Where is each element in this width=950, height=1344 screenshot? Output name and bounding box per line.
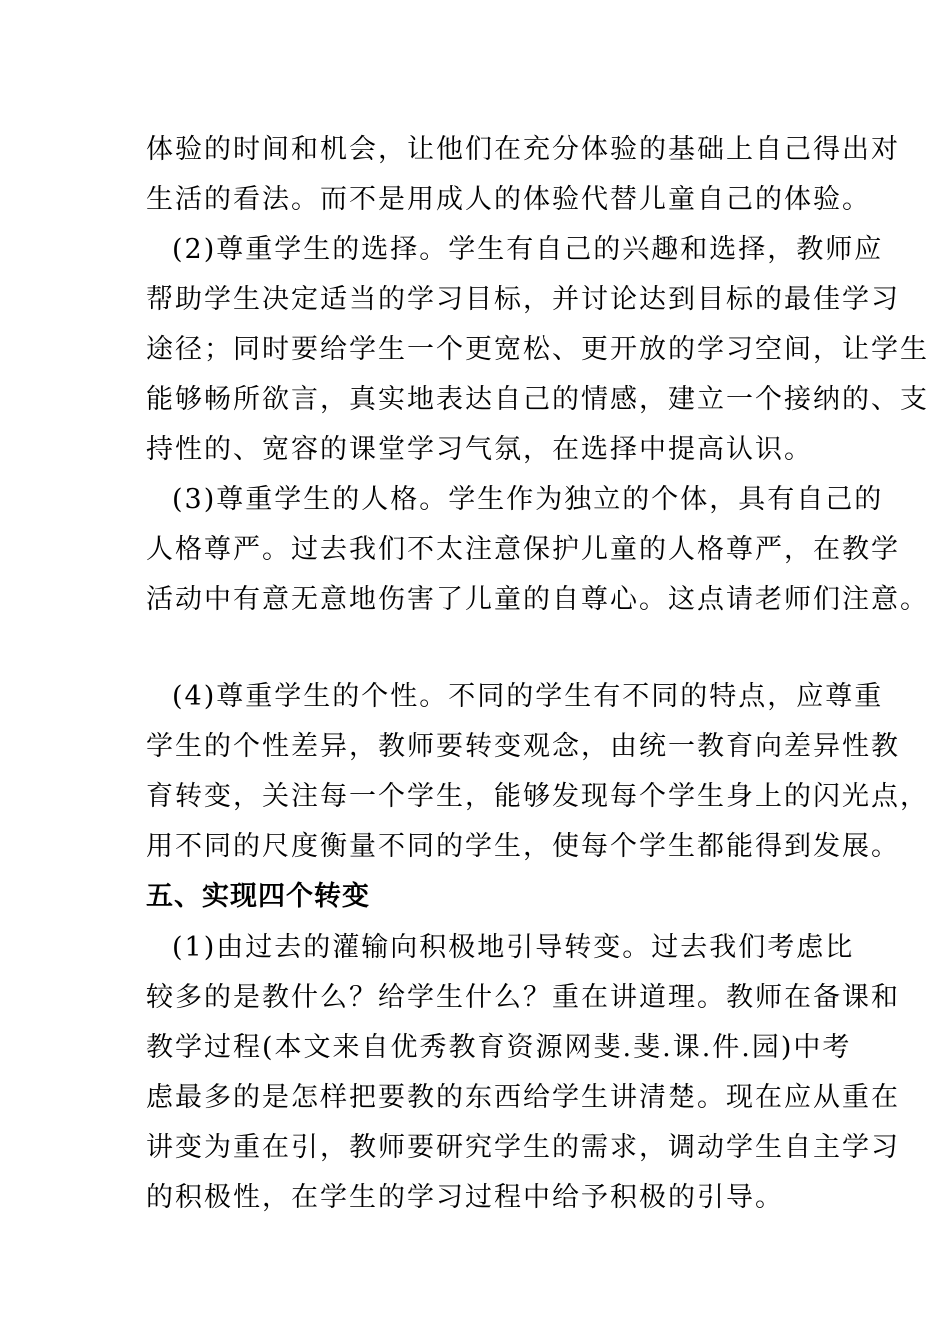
p4-line-3: 育转变，关注每一个学生，能够发现每个学生身上的闪光点，	[146, 781, 929, 812]
p2-line-2: 帮助学生决定适当的学习目标，并讨论达到目标的最佳学习	[146, 284, 900, 315]
p4-line-2: 学生的个性差异，教师要转变观念，由统一教育向差异性教	[146, 731, 900, 762]
p3-line-1: (3)尊重学生的人格。学生作为独立的个体，具有自己的	[172, 484, 884, 515]
p5-line-6: 的积极性，在学生的学习过程中给予积极的引导。	[146, 1182, 784, 1213]
section-heading: 五、实现四个转变	[146, 881, 370, 912]
p3-line-2: 人格尊严。过去我们不太注意保护儿童的人格尊严，在教学	[146, 534, 900, 565]
p2-line-1: (2)尊重学生的选择。学生有自己的兴趣和选择，教师应	[172, 234, 884, 265]
p5-line-5: 讲变为重在引，教师要研究学生的需求，调动学生自主学习	[146, 1132, 900, 1163]
p5-line-4: 虑最多的是怎样把要教的东西给学生讲清楚。现在应从重在	[146, 1082, 900, 1113]
p1-line-1: 体验的时间和机会，让他们在充分体验的基础上自己得出对	[146, 134, 900, 165]
p3-line-3: 活动中有意无意地伤害了儿童的自尊心。这点请老师们注意。	[146, 584, 929, 615]
p2-line-5: 持性的、宽容的课堂学习气氛，在选择中提高认识。	[146, 434, 813, 465]
p5-line-2: 较多的是教什么？给学生什么？重在讲道理。教师在备课和	[146, 982, 900, 1013]
p2-line-3: 途径；同时要给学生一个更宽松、更开放的学习空间，让学生	[146, 334, 929, 365]
p4-line-1: (4)尊重学生的个性。不同的学生有不同的特点，应尊重	[172, 681, 884, 712]
p5-line-3: 教学过程(本文来自优秀教育资源网斐.斐.课.件.园)中考	[146, 1032, 852, 1063]
p4-line-4: 用不同的尺度衡量不同的学生，使每个学生都能得到发展。	[146, 831, 900, 862]
p1-line-2: 生活的看法。而不是用成人的体验代替儿童自己的体验。	[146, 184, 871, 215]
p2-line-4: 能够畅所欲言，真实地表达自己的情感，建立一个接纳的、支	[146, 384, 929, 415]
p5-line-1: (1)由过去的灌输向积极地引导转变。过去我们考虑比	[172, 932, 855, 963]
